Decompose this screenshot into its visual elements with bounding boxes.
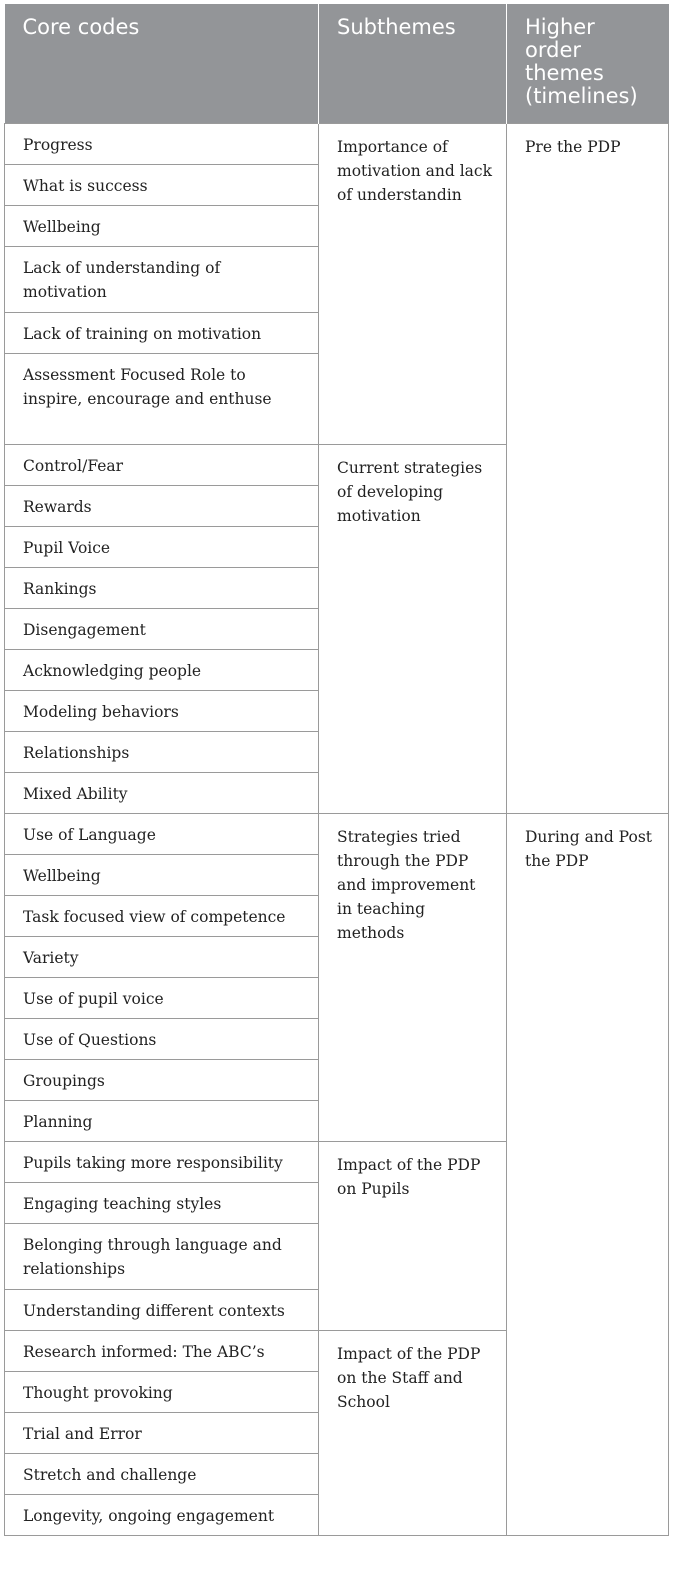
themes-table — [4, 4, 669, 1536]
core-code-cell: Use of pupil voice — [5, 978, 319, 1019]
core-code-cell: Lack of training on motivation — [5, 313, 319, 354]
core-code-cell: Longevity, ongoing engagement — [5, 1495, 319, 1536]
core-code-cell: Acknowledging people — [5, 650, 319, 691]
core-code-cell: Pupils taking more responsibility — [5, 1142, 319, 1183]
core-code-cell: Relationships — [5, 732, 319, 773]
core-code-cell: Planning — [5, 1101, 319, 1142]
core-code-cell: Wellbeing — [5, 855, 319, 896]
core-code-cell: Disengagement — [5, 609, 319, 650]
core-code-cell: Thought provoking — [5, 1372, 319, 1413]
core-code-cell: Progress — [5, 124, 319, 165]
core-code-cell: Pupil Voice — [5, 527, 319, 568]
core-code-cell: Control/Fear — [5, 445, 319, 486]
header-higher-order-themes: Higher order themes (timelines) — [507, 4, 669, 124]
subtheme-cell: Strategies tried through the PDP and improvement in teaching methods — [319, 814, 507, 1142]
core-code-cell: Use of Questions — [5, 1019, 319, 1060]
subtheme-cell: Impact of the PDP on the Staff and School — [319, 1331, 507, 1536]
core-code-cell: Rewards — [5, 486, 319, 527]
core-code-cell: Mixed Ability — [5, 773, 319, 814]
core-code-cell: Understanding different contexts — [5, 1290, 319, 1331]
core-code-cell: Modeling behaviors — [5, 691, 319, 732]
core-code-cell: Wellbeing — [5, 206, 319, 247]
core-code-cell: Rankings — [5, 568, 319, 609]
core-code-cell: Lack of understanding of motivation — [5, 247, 319, 313]
core-code-cell: Task focused view of competence — [5, 896, 319, 937]
header-subthemes: Subthemes — [319, 4, 507, 124]
table-row — [5, 124, 669, 165]
subtheme-cell: Current strategies of developing motivation — [319, 445, 507, 814]
subtheme-cell: Importance of motivation and lack of understandin — [319, 124, 507, 445]
subtheme-cell: Impact of the PDP on Pupils — [319, 1142, 507, 1331]
core-code-cell: Use of Language — [5, 814, 319, 855]
header-row — [5, 4, 669, 124]
core-code-cell: Stretch and challenge — [5, 1454, 319, 1495]
core-code-cell: Groupings — [5, 1060, 319, 1101]
table-row — [5, 814, 669, 855]
core-code-cell: Research informed: The ABC’s — [5, 1331, 319, 1372]
core-code-cell: Trial and Error — [5, 1413, 319, 1454]
core-code-cell: Engaging teaching styles — [5, 1183, 319, 1224]
core-code-cell: What is success — [5, 165, 319, 206]
core-code-cell: Belonging through language and relationships — [5, 1224, 319, 1290]
timeline-cell: Pre the PDP — [507, 124, 669, 814]
timeline-cell: During and Post the PDP — [507, 814, 669, 1536]
header-core-codes: Core codes — [5, 4, 319, 124]
core-code-cell: Assessment Focused Role to inspire, encourage and enthuse — [5, 354, 319, 445]
core-code-cell: Variety — [5, 937, 319, 978]
